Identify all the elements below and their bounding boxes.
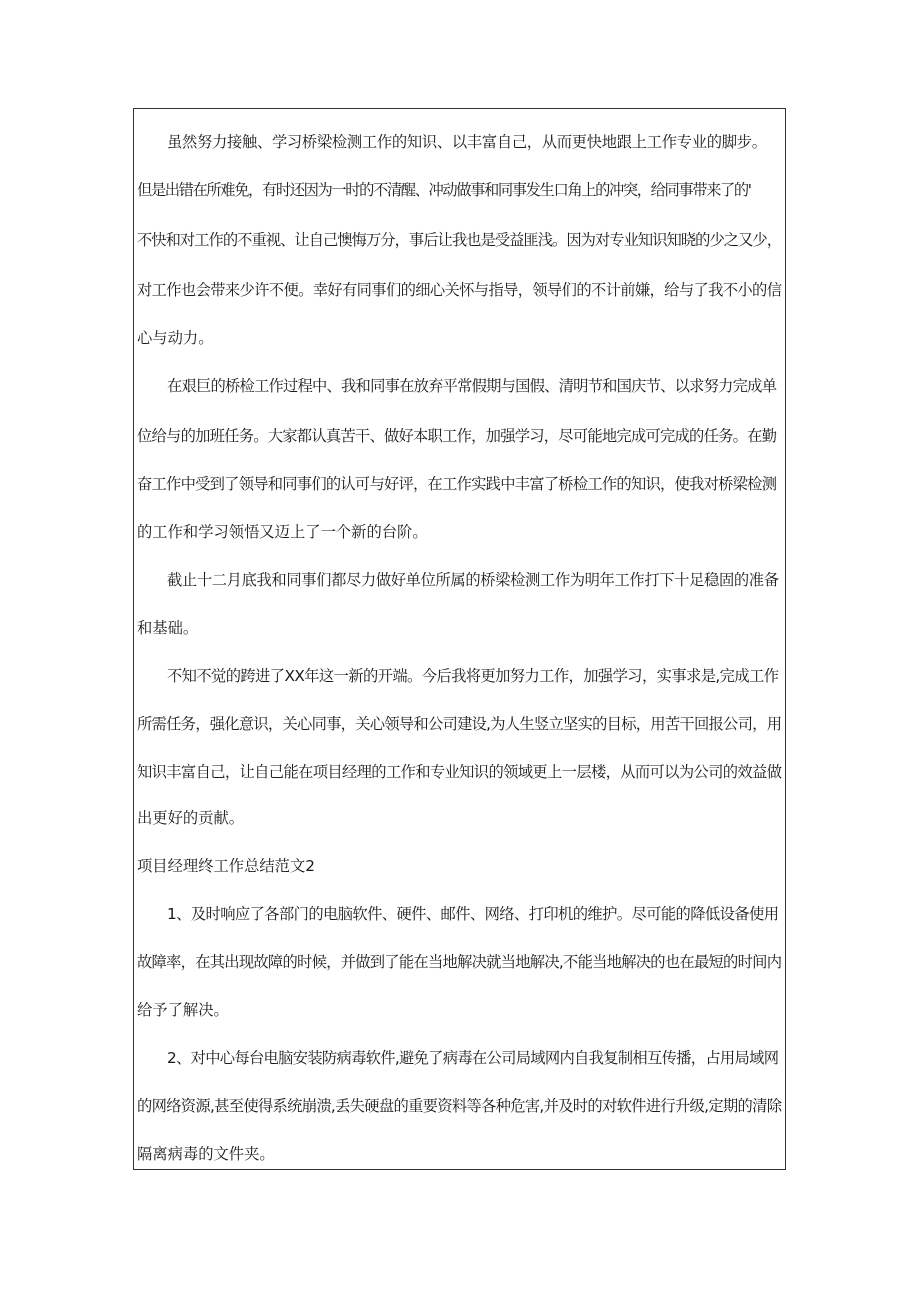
paragraph-2-line-3: 对工作也会带来少许不便。幸好有同事们的细心关怀与指导，领导们的不计前嫌，给与了我不小的信 [137, 281, 782, 299]
paragraph-1-line-1: 虽然努力接触、学习桥梁检测工作的知识、以丰富自己，从而更快地跟上工作专业的脚步。 [167, 133, 767, 151]
paragraph-4-line-2: 和基础。 [137, 619, 199, 637]
paragraph-4-line-1: 截止十二月底我和同事们都尽力做好单位所属的桥梁检测工作为明年工作打下十足稳固的准备 [167, 571, 779, 589]
paragraph-3-line-2: 位给与的加班任务。大家都认真苦干、做好本职工作，加强学习，尽可能地完成可完成的任务。在勤 [137, 427, 777, 445]
document-frame [133, 108, 786, 1170]
item-2-line-1: 2、对中心每台电脑安装防病毒软件,避免了病毒在公司局域网内自我复制相互传播，占用局域网 [167, 1049, 779, 1067]
paragraph-3-line-4: 的工作和学习领悟又迈上了一个新的台阶。 [137, 523, 428, 541]
paragraph-3-line-1: 在艰巨的桥检工作过程中、我和同事在放弃平常假期与国假、清明节和国庆节、以求努力完成单 [167, 377, 777, 395]
item-2-line-2: 的网络资源,甚至使得系统崩溃,丢失硬盘的重要资料等各种危害,并及时的对软件进行升级,定期的清除 [137, 1097, 782, 1115]
item-1-line-1: 1、及时响应了各部门的电脑软件、硬件、邮件、网络、打印机的维护。尽可能的降低设备使用 [167, 905, 779, 923]
section-heading: 项目经理终工作总结范文2 [137, 857, 315, 875]
paragraph-5-line-1: 不知不觉的跨进了XX年这一新的开端。今后我将更加努力工作，加强学习，实事求是,完成工作 [167, 667, 779, 685]
paragraph-2-line-2: 不快和对工作的不重视、让自己懊悔万分，事后让我也是受益匪浅。因为对专业知识知晓的少之又少， [137, 231, 782, 249]
paragraph-2-line-1: 但是出错在所难免，有时还因为一时的不清醒、冲动做事和同事发生口角上的冲突，给同事带来了的' [137, 181, 751, 199]
paragraph-5-line-2: 所需任务，强化意识，关心同事，关心领导和公司建设,为人生竖立坚实的目标，用苦干回报公司，用 [137, 715, 782, 733]
paragraph-2-line-4: 心与动力。 [137, 329, 214, 347]
paragraph-5-line-4: 出更好的贡献。 [137, 809, 245, 827]
item-1-line-3: 给予了解决。 [137, 1001, 229, 1019]
paragraph-3-line-3: 奋工作中受到了领导和同事们的认可与好评，在工作实践中丰富了桥检工作的知识，使我对桥梁检测 [137, 475, 777, 493]
paragraph-5-line-3: 知识丰富自己，让自己能在项目经理的工作和专业知识的领域更上一层楼，从而可以为公司的效益做 [137, 763, 782, 781]
item-2-line-3: 隔离病毒的文件夹。 [137, 1145, 275, 1163]
item-1-line-2: 故障率，在其出现故障的时候，并做到了能在当地解决就当地解决,不能当地解决的也在最短的时间内 [137, 953, 782, 971]
